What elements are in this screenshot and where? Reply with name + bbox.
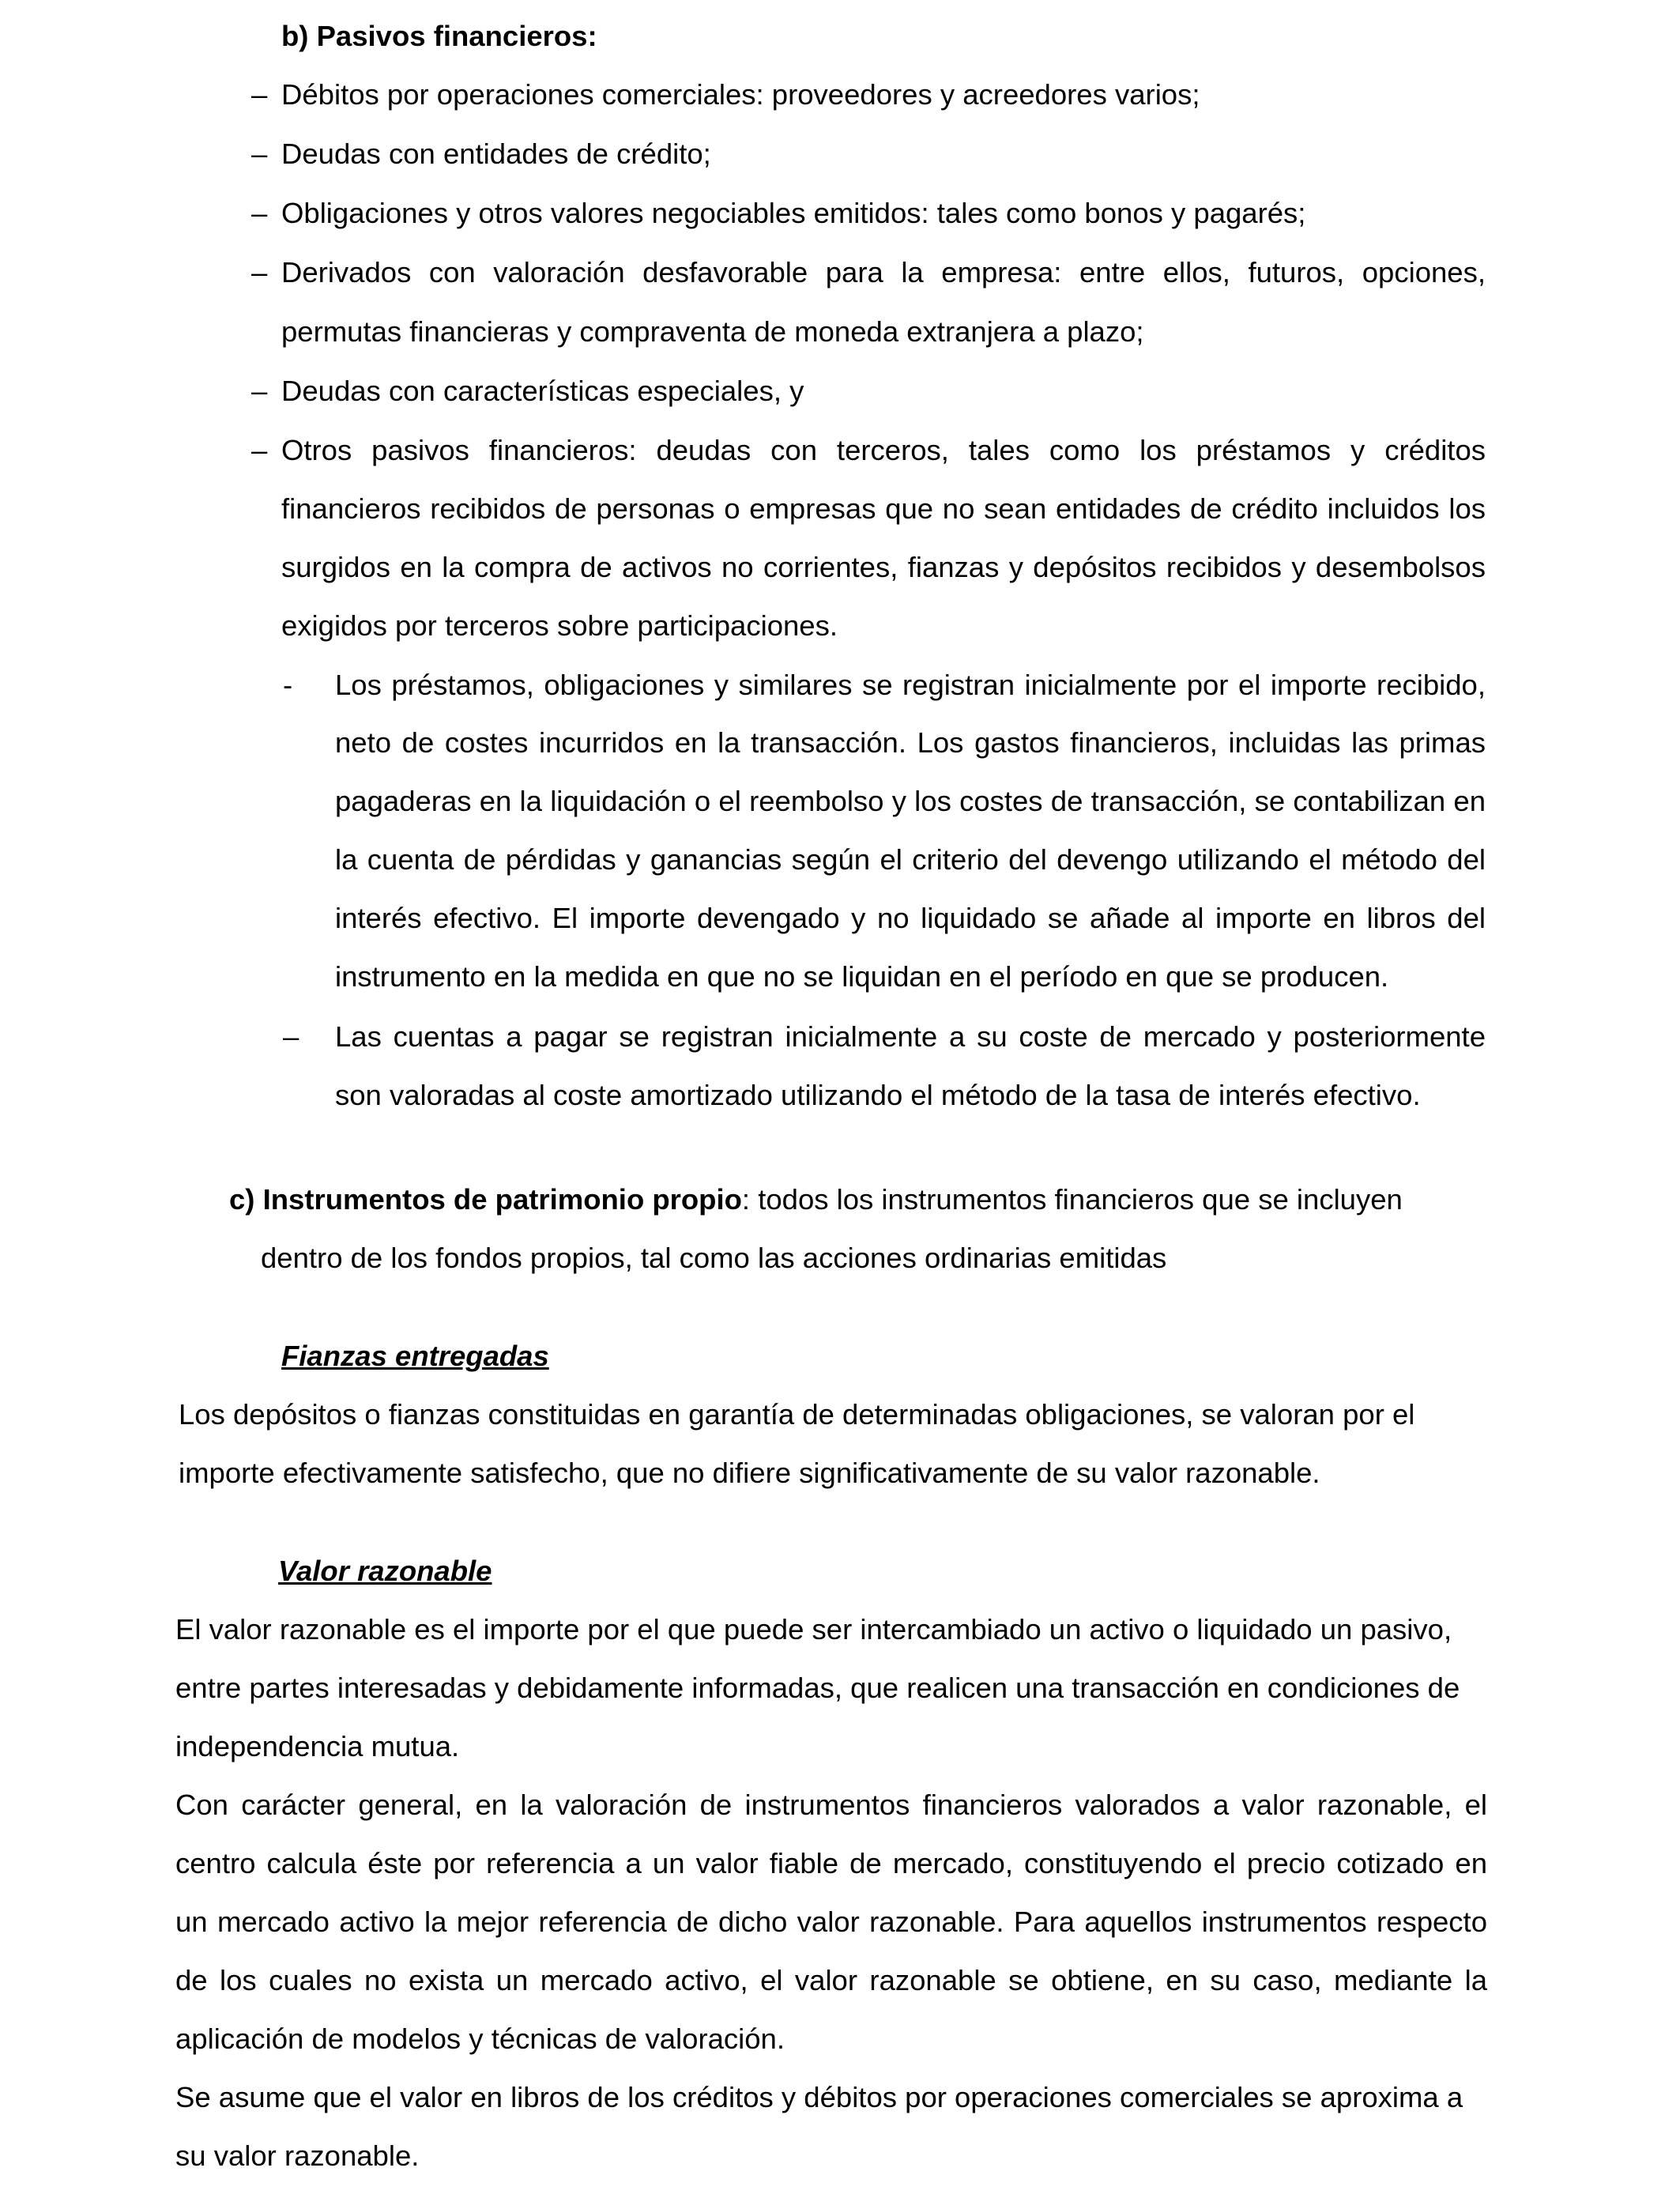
- list-item-continuation: surgidos en la compra de activos no corrientes, fianzas y depósitos recibidos y desembolsos: [281, 551, 1486, 583]
- section-c-paragraph: [229, 1182, 1403, 1217]
- paragraph-line: importe efectivamente satisfecho, que no difiere significativamente de su valor razonable.: [179, 1457, 1320, 1489]
- sub-list-item-continuation: interés efectivo. El importe devengado y no liquidado se añade al importe en libros del: [335, 902, 1486, 934]
- bullet-dash: –: [251, 256, 268, 288]
- sub-list-item-continuation: son valoradas al coste amortizado utilizando el método de la tasa de interés efectivo.: [335, 1079, 1421, 1111]
- fianzas-heading: Fianzas entregadas: [281, 1340, 549, 1372]
- list-item-continuation: financieros recibidos de personas o empresas que no sean entidades de crédito incluidos los: [281, 492, 1486, 525]
- bullet-dash: –: [251, 197, 268, 229]
- bullet-dash: –: [251, 434, 268, 466]
- paragraph-line: de los cuales no exista un mercado activo, el valor razonable se obtiene, en su caso, mediante la: [175, 1964, 1487, 1996]
- paragraph-line: Se asume que el valor en libros de los créditos y débitos por operaciones comerciales se aproxima a: [175, 2081, 1463, 2113]
- sub-list-item-continuation: la cuenta de pérdidas y ganancias según el criterio del devengo utilizando el método del: [335, 843, 1486, 876]
- section-c-continuation: dentro de los fondos propios, tal como las acciones ordinarias emitidas: [261, 1242, 1167, 1274]
- sub-list-item: Las cuentas a pagar se registran inicialmente a su coste de mercado y posteriormente: [335, 1020, 1486, 1053]
- sub-list-item-continuation: instrumento en la medida en que no se liquidan en el período en que se producen.: [335, 960, 1389, 993]
- paragraph-line: centro calcula éste por referencia a un valor fiable de mercado, constituyendo el precio cotizado en: [175, 1847, 1487, 1879]
- bullet-dash: –: [251, 375, 268, 407]
- paragraph-line: Con carácter general, en la valoración de instrumentos financieros valorados a valor razonable, el: [175, 1789, 1487, 1821]
- bullet-dash: –: [251, 138, 268, 170]
- paragraph-line: El valor razonable es el importe por el que puede ser intercambiado un activo o liquidado un pasivo,: [175, 1613, 1452, 1646]
- list-item: Derivados con valoración desfavorable para la empresa: entre ellos, futuros, opciones,: [281, 256, 1486, 288]
- valor-heading: Valor razonable: [278, 1555, 492, 1587]
- list-item: Deudas con entidades de crédito;: [281, 138, 711, 170]
- list-item: Débitos por operaciones comerciales: proveedores y acreedores varios;: [281, 78, 1200, 111]
- bullet-dash: –: [283, 1020, 299, 1053]
- section-b-heading: b) Pasivos financieros:: [281, 20, 597, 52]
- section-c-heading: c) Instrumentos de patrimonio propio: [229, 1183, 742, 1216]
- paragraph-line: Los depósitos o fianzas constituidas en garantía de determinadas obligaciones, se valoran por el: [179, 1398, 1415, 1431]
- paragraph-line: aplicación de modelos y técnicas de valoración.: [175, 2022, 785, 2055]
- sub-list-item: Los préstamos, obligaciones y similares se registran inicialmente por el importe recibido,: [335, 669, 1486, 701]
- list-item: Deudas con características especiales, y: [281, 375, 804, 407]
- bullet-hyphen: -: [283, 669, 293, 701]
- list-item-continuation: exigidos por terceros sobre participaciones.: [281, 609, 838, 642]
- section-c-text: : todos los instrumentos financieros que se incluyen: [741, 1183, 1403, 1216]
- paragraph-line: un mercado activo la mejor referencia de dicho valor razonable. Para aquellos instrumentos respecto: [175, 1906, 1487, 1938]
- list-item-continuation: permutas financieras y compraventa de moneda extranjera a plazo;: [281, 315, 1144, 348]
- list-item: Otros pasivos financieros: deudas con terceros, tales como los préstamos y créditos: [281, 434, 1486, 466]
- list-item: Obligaciones y otros valores negociables emitidos: tales como bonos y pagarés;: [281, 197, 1306, 229]
- paragraph-line: entre partes interesadas y debidamente informadas, que realicen una transacción en condiciones de: [175, 1672, 1460, 1704]
- sub-list-item-continuation: neto de costes incurridos en la transacción. Los gastos financieros, incluidas las primas: [335, 726, 1486, 759]
- bullet-dash: –: [251, 78, 268, 111]
- paragraph-line: independencia mutua.: [175, 1730, 460, 1762]
- sub-list-item-continuation: pagaderas en la liquidación o el reembolso y los costes de transacción, se contabilizan en: [335, 785, 1486, 817]
- paragraph-line: su valor razonable.: [175, 2139, 420, 2172]
